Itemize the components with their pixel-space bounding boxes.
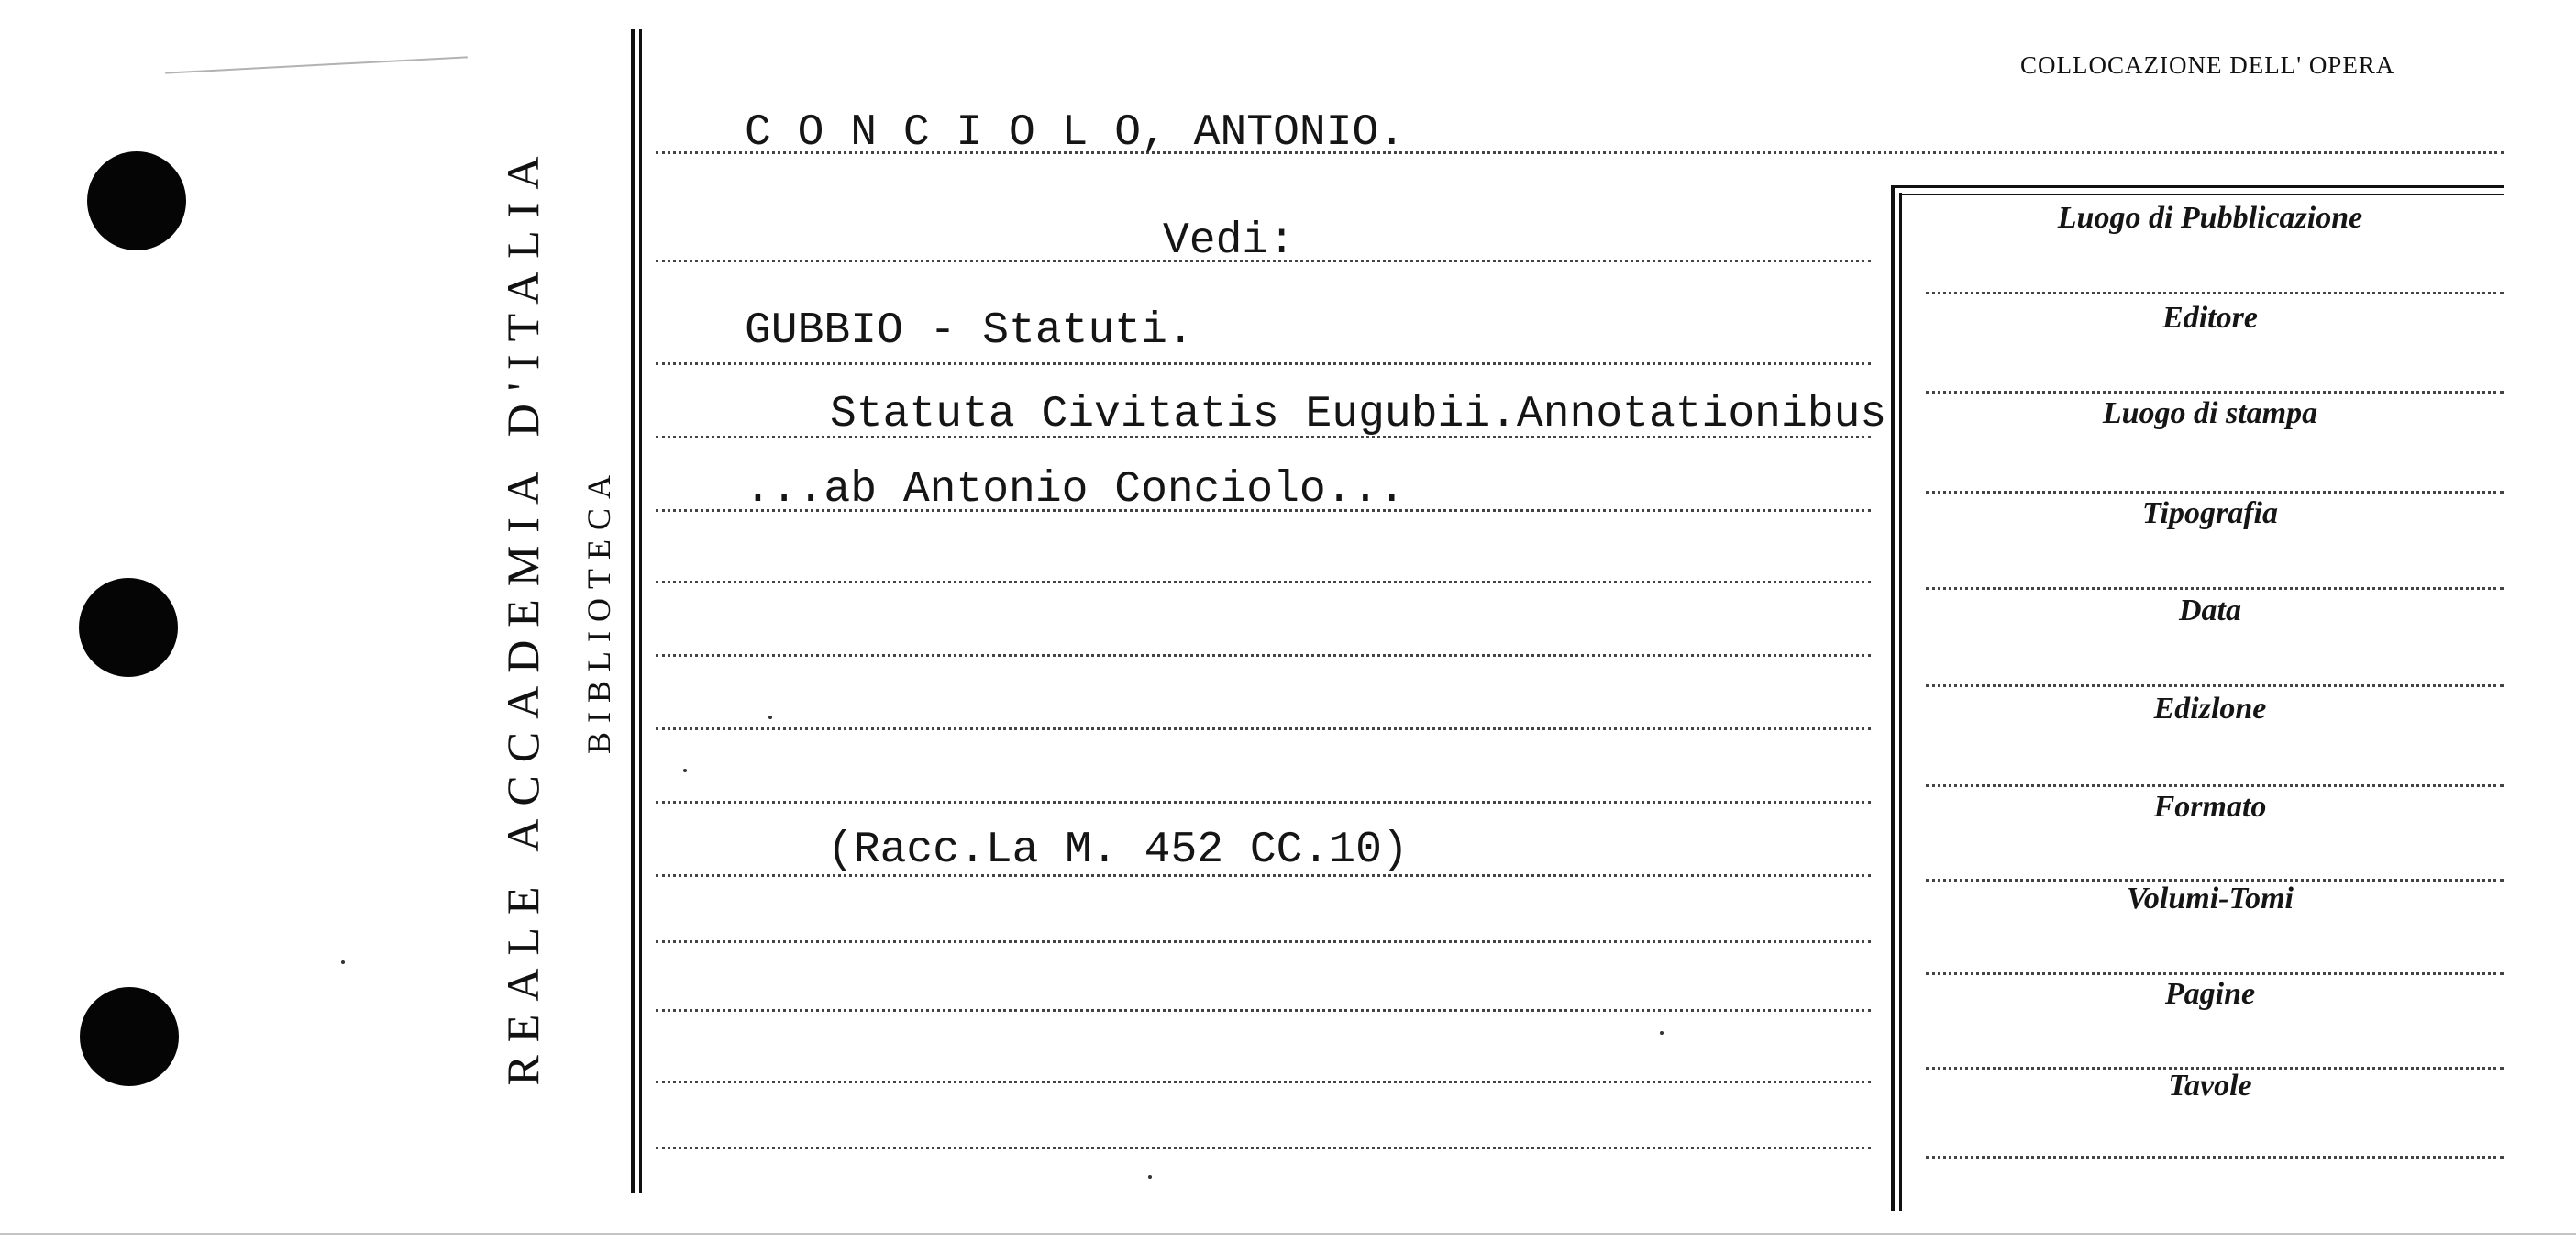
title-line-1: Statuta Civitatis Eugubii.Annotationibus xyxy=(830,390,1887,439)
field-line-4 xyxy=(1926,587,2504,590)
title-line-2: ...ab Antonio Conciolo... xyxy=(745,465,1406,515)
field-tavole: Tavole xyxy=(2168,1069,2252,1103)
left-double-rule-a xyxy=(631,29,635,1193)
field-line-8 xyxy=(1926,972,2504,975)
right-panel-top-rule-b xyxy=(1900,194,2504,195)
writing-line-12 xyxy=(656,1009,1871,1012)
field-formato: Formato xyxy=(2153,790,2267,824)
bottom-edge xyxy=(0,1233,2576,1235)
writing-line-8 xyxy=(656,727,1871,730)
field-line-2 xyxy=(1926,391,2504,394)
field-line-3 xyxy=(1926,491,2504,494)
field-luogo-stampa: Luogo di stampa xyxy=(2102,396,2318,430)
writing-line-7 xyxy=(656,654,1871,657)
subject-heading: GUBBIO - Statuti. xyxy=(745,306,1194,356)
punch-hole-middle xyxy=(79,578,178,677)
field-editore: Editore xyxy=(2162,301,2258,335)
institution-label: REALE ACCADEMIA D'ITALIA xyxy=(497,143,548,1086)
department-label: BIBLIOTECA xyxy=(580,466,617,754)
speck xyxy=(1148,1175,1152,1179)
speck xyxy=(1660,1031,1664,1035)
punch-hole-top xyxy=(87,151,186,250)
right-panel-top-rule-a xyxy=(1893,185,2504,188)
writing-line-3 xyxy=(656,362,1871,365)
writing-line-13 xyxy=(656,1081,1871,1083)
writing-line-6 xyxy=(656,581,1871,583)
field-luogo-pubblicazione: Luogo di Pubblicazione xyxy=(2057,201,2363,235)
field-volumi-tomi: Volumi-Tomi xyxy=(2126,882,2294,916)
speck xyxy=(768,716,772,719)
field-line-1 xyxy=(1926,292,2504,294)
punch-hole-bottom xyxy=(80,987,179,1086)
speck xyxy=(683,769,687,772)
shelfmark: (Racc.La M. 452 CC.10) xyxy=(827,826,1409,875)
left-double-rule-b xyxy=(639,29,642,1193)
field-line-5 xyxy=(1926,684,2504,687)
right-panel-rule-b xyxy=(1899,193,1902,1211)
field-line-6 xyxy=(1926,784,2504,787)
author-heading: C O N C I O L O, ANTONIO. xyxy=(745,108,1406,158)
writing-line-11 xyxy=(656,940,1871,943)
writing-line-14 xyxy=(656,1147,1871,1149)
field-data: Data xyxy=(2179,594,2241,627)
collocation-label: COLLOCAZIONE DELL' OPERA xyxy=(2020,51,2395,79)
see-reference: Vedi: xyxy=(1163,216,1296,266)
writing-line-9 xyxy=(656,801,1871,804)
field-pagine: Pagine xyxy=(2164,977,2256,1011)
edge-mark xyxy=(165,56,468,73)
field-line-10 xyxy=(1926,1156,2504,1159)
right-panel-rule-a xyxy=(1891,185,1895,1211)
field-edizione: Edizlone xyxy=(2153,692,2267,726)
field-tipografia: Tipografia xyxy=(2142,496,2278,530)
speck xyxy=(341,960,345,964)
